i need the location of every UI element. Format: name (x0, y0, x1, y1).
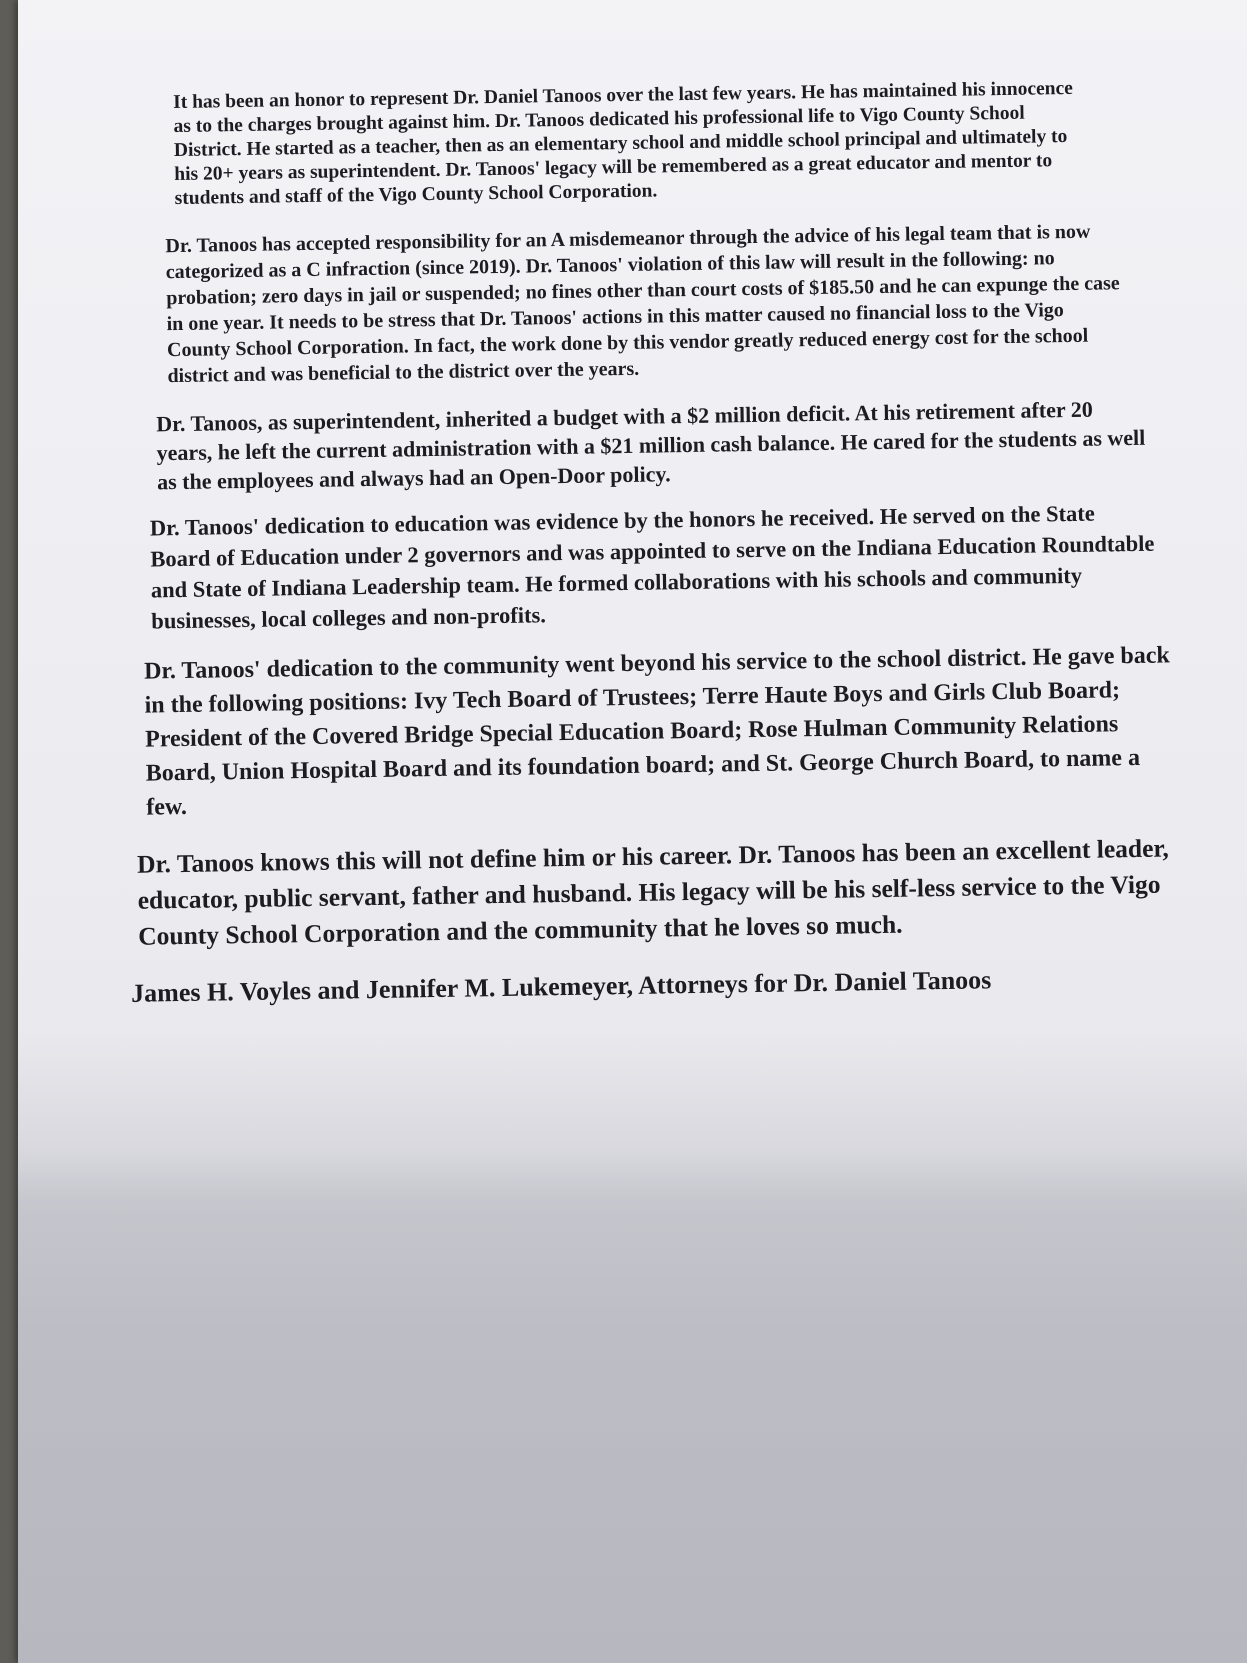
paragraph-1: It has been an honor to represent Dr. Daniel Tanoos over the last few years. He has maintained his innocence as to the charges brought against him. Dr. Tanoos dedicated his professional life to Vigo County School District. He started as a teacher, then as an elementary school and middle school principal and ultimately to his 20+ years as superintendent. Dr. Tanoos' legacy will be remembered as a great educator and mentor to students and staff of the Vigo County School Corporation. (173, 77, 1073, 210)
paper-sheet (18, 0, 1247, 1663)
paragraph-5: Dr. Tanoos' dedication to the community went beyond his service to the school district. He gave back in the following positions: Ivy Tech Board of Trustees; Terre Haute Boys and Girls Club Board; President of the Covered Bridge Special Education Board; Rose Hulman Community Relations Board, Union Hospital Board and its foundation board; and St. George Church Board, to name a few. (143, 642, 1170, 821)
paragraph-2: Dr. Tanoos has accepted responsibility for an A misdemeanor through the advice of his legal team that is now categorized as a C infraction (since 2019). Dr. Tanoos' violation of this law will result in the following: no probation; zero days in jail or suspended; no fines other than court costs of $185.50 and he can expunge the case in one year. It needs to be stress that Dr. Tanoos' actions in this matter caused no financial loss to the Vigo County School Corporation. In fact, the work done by this vendor greatly reduced energy cost for the school district and was beneficial to the district over the years. (165, 220, 1120, 388)
shadow-overlay (18, 1150, 1247, 1663)
signature-line: James H. Voyles and Jennifer M. Lukemeyer, Attorneys for Dr. Daniel Tanoos (130, 965, 992, 1008)
paragraph-4: Dr. Tanoos' dedication to education was evidence by the honors he received. He served on the State Board of Education under 2 governors and was appointed to serve on the Indiana Education Roundtable and State of Indiana Leadership team. He formed collaborations with his schools and community businesses, local colleges and non-profits. (149, 500, 1155, 634)
paragraph-3: Dr. Tanoos, as superintendent, inherited a budget with a $2 million deficit. At his retirement after 20 years, he left the current administration with a $21 million cash balance. He cared for the students as well as the employees and always had an Open-Door policy. (156, 396, 1146, 495)
letter-body (113, 75, 1237, 1011)
paragraph-6: Dr. Tanoos knows this will not define him or his career. Dr. Tanoos has been an excellent leader, educator, public servant, father and husband. His legacy will be his self-less service to the Vigo County School Corporation and the community that he loves so much. (136, 833, 1169, 951)
